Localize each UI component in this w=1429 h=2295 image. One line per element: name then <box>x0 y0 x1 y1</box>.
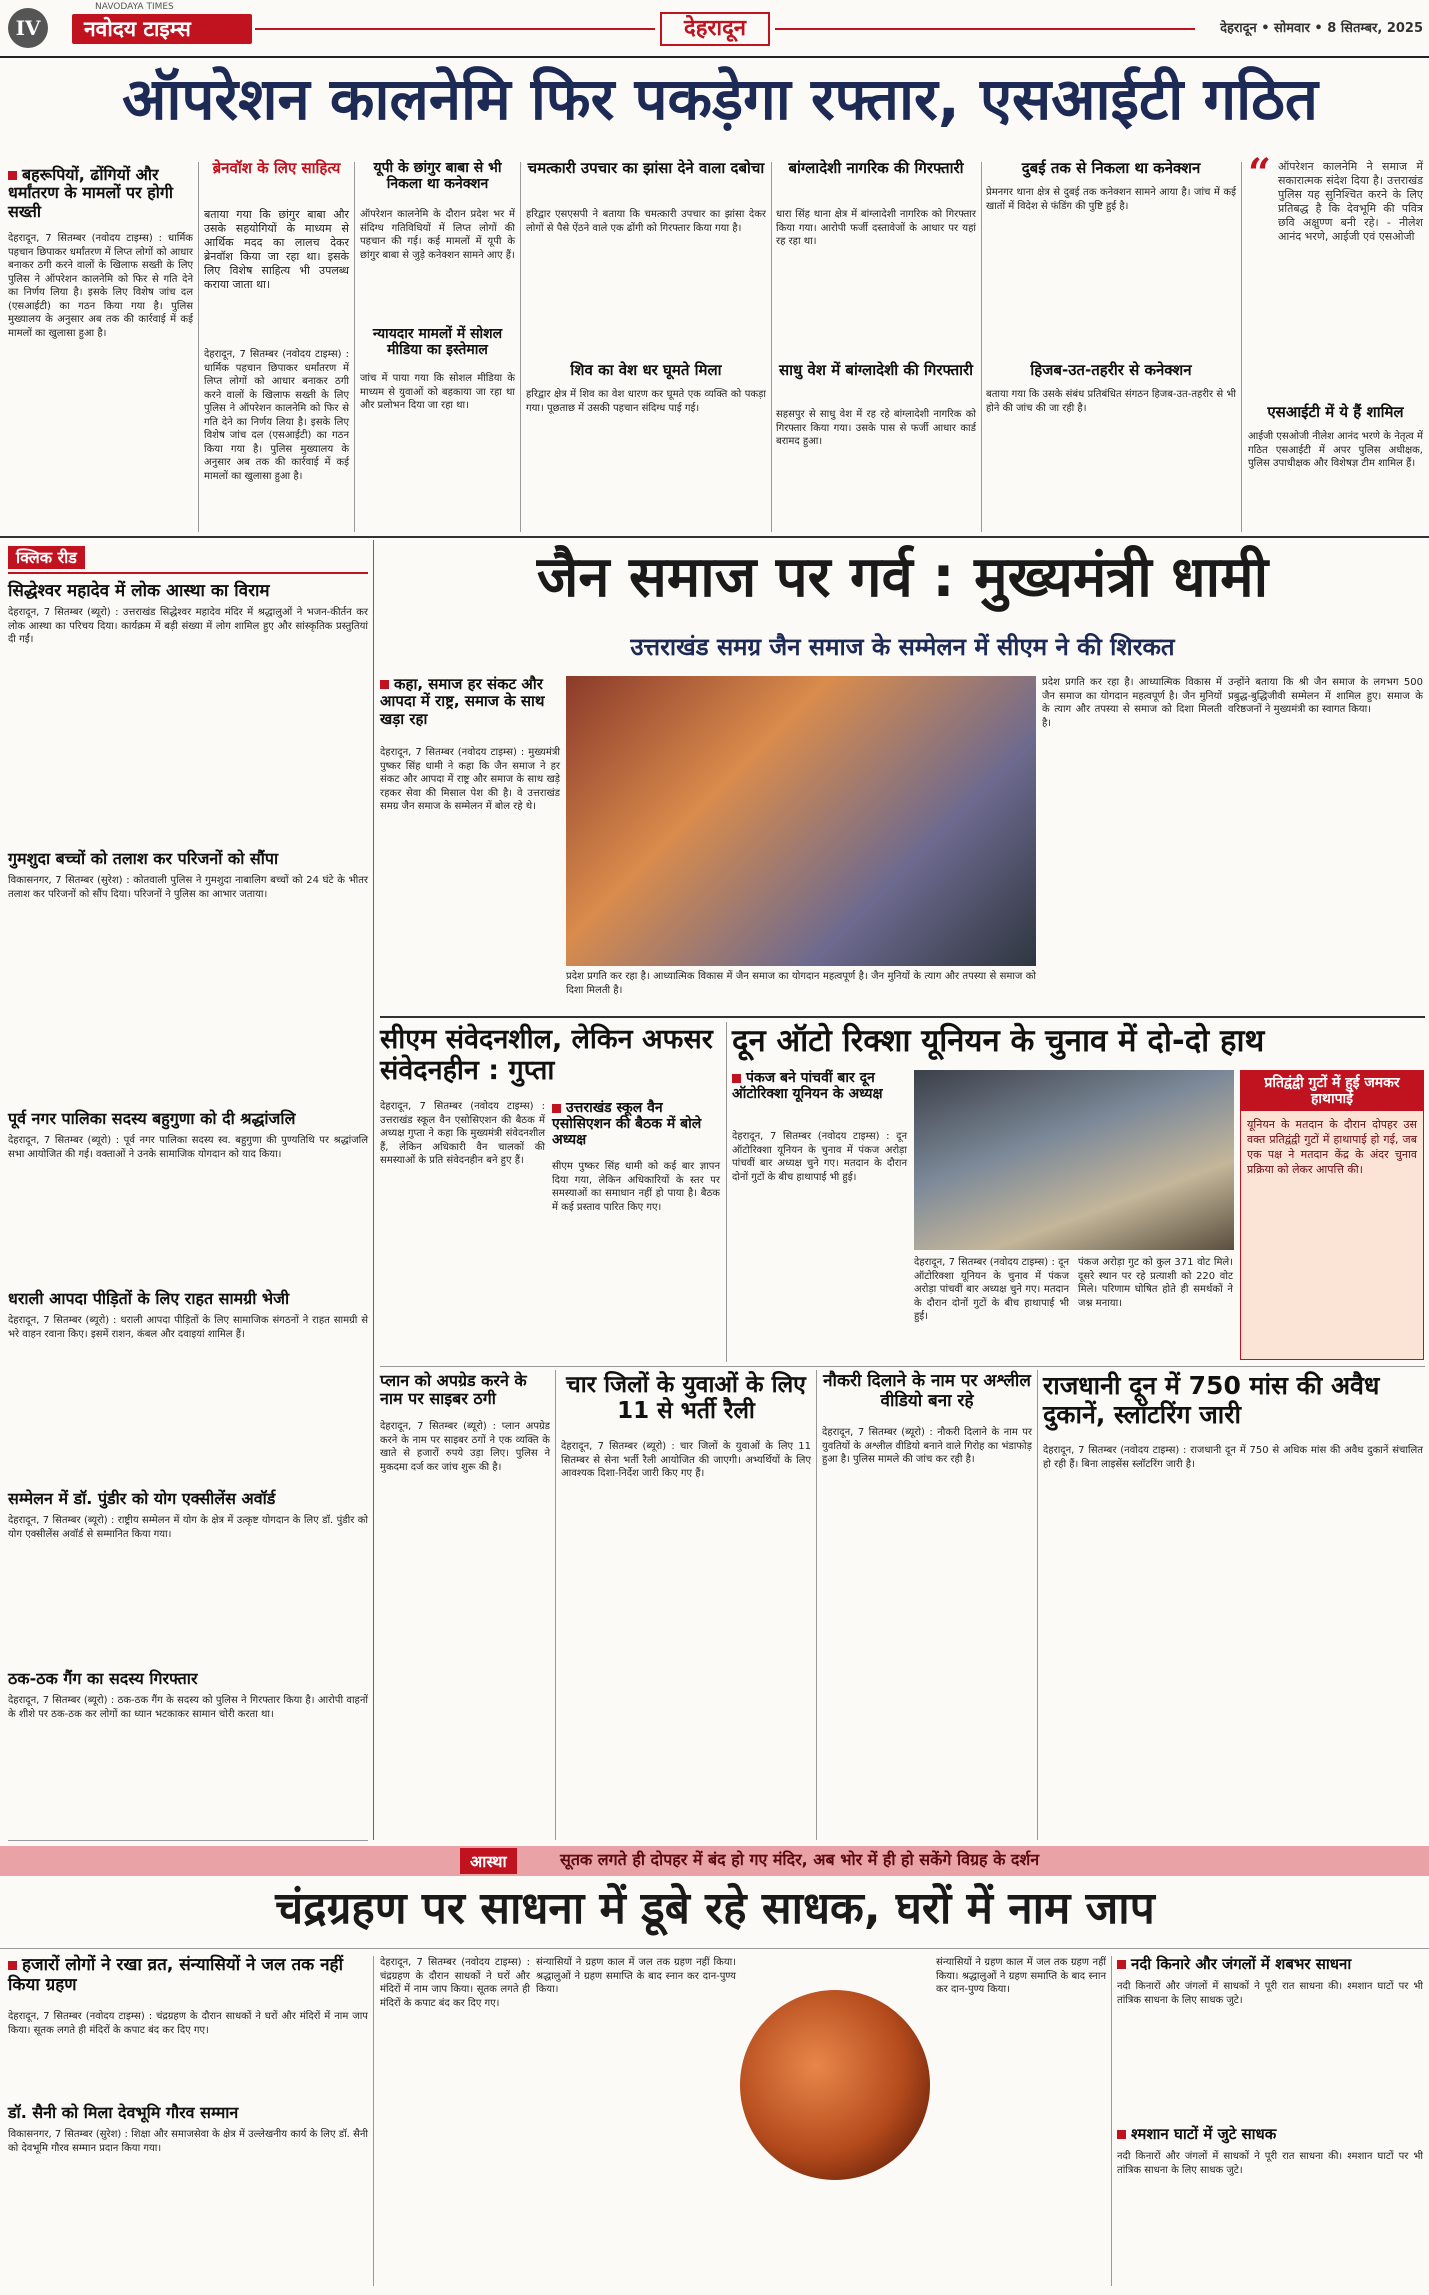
lead-sub-1: बहरूपियों, ढोंगियों और धर्मांतरण के मामलों पर होगी सख्ती <box>8 165 174 221</box>
jain-headline: जैन समाज पर गर्व : मुख्यमंत्री धामी <box>536 545 1269 610</box>
astha-text-1: देहरादून, 7 सितम्बर (नवोदय टाइम्स) : चंद्रग्रहण के दौरान साधकों ने घरों और मंदिरों में नाम जाप किया। सूतक लगते ही मंदिरों के कपाट बंद कर दिए गए। <box>8 2011 372 2036</box>
doon-text-3: पंकज अरोड़ा गुट को कुल 371 वोट मिले। दूसरे स्थान पर रहे प्रत्याशी को 220 वोट मिले। परिणाम घोषित होते ही समर्थकों ने जश्न मनाया। <box>1078 1257 1237 1309</box>
doon-box <box>1240 1070 1424 1360</box>
click-t5: देहरादून, 7 सितम्बर (ब्यूरो) : राष्ट्रीय सम्मेलन में योग के क्षेत्र में उत्कृष्ट योगदान के लिए डॉ. पुंडीर को योग एक्सीलेंस अवॉर्ड से सम्मानित किया गया। <box>8 1515 372 1540</box>
video-headline: नौकरी दिलाने के नाम पर अश्लील वीडियो बना रहे <box>823 1371 1031 1411</box>
jain-text-below-photo: प्रदेश प्रगति कर रहा है। आध्यात्मिक विकास में जैन समाज का योगदान महत्वपूर्ण है। जैन मुनियों के त्याग और तपस्या से समाज को दिशा मिलती है। <box>566 971 1040 996</box>
astha-label: आस्था <box>460 1848 517 1874</box>
lead-sub-3: यूपी के छांगुर बाबा से भी निकला था कनेक्शन <box>373 160 502 193</box>
doon-box-text: यूनियन के मतदान के दौरान दोपहर उस वक्त प्रतिद्वंद्वी गुटों में हाथापाई हो गई, जब एक पक्ष ने मतदान केंद्र के अंदर चुनाव प्रक्रिया को लेकर आपत्ति की। <box>1247 1118 1421 1177</box>
masthead-line <box>255 28 655 30</box>
lead-text-2b: देहरादून, 7 सितम्बर (नवोदय टाइम्स) : धार्मिक पहचान छिपाकर धर्मांतरण में लिप्त लोगों को आधार बनाकर ठगी करने वालों के खिलाफ सख्ती के लिए पुलिस ने ऑपरेशन कालनेमि को फिर से गति देने का निर्णय लिया है। इसके लिए विशेष जांच दल (एसआईटी) का गठन किया गया है। पुलिस मुख्यालय के अनुसार अब तक की कार्रवाई में कई मामलों का खुलासा हुआ है। <box>204 349 353 482</box>
lead-sub-5: बांग्लादेशी नागरिक की गिरफ्तारी <box>788 159 964 177</box>
lead-text-6: प्रेमनगर थाना क्षेत्र से दुबई तक कनेक्शन सामने आया है। जांच में कई खातों में विदेश से फंडिंग की पुष्टि हुई है। <box>986 187 1240 212</box>
lead-text-9: सहसपुर से साधु वेश में रह रहे बांग्लादेशी नागरिक को गिरफ्तार किया गया। उसके पास से फर्जी आधार कार्ड बरामद हुआ। <box>776 409 980 447</box>
dateline: देहरादून • सोमवार • 8 सितम्बर, 2025 <box>1220 21 1423 36</box>
astha-text-3: संन्यासियों ने ग्रहण काल में जल तक ग्रहण नहीं किया। श्रद्धालुओं ने ग्रहण समाप्ति के बाद स्नान कर दान-पुण्य किया। <box>536 1957 740 1995</box>
astha-text-6: नदी किनारों और जंगलों में साधकों ने पूरी रात साधना की। श्मशान घाटों पर भी तांत्रिक साधना के लिए साधक जुटे। <box>1117 2151 1427 2176</box>
section-label: देहरादून <box>660 12 770 46</box>
meat-text: देहरादून, 7 सितम्बर (नवोदय टाइम्स) : राजधानी दून में 750 से अधिक मांस की अवैध दुकानें संचालित हो रही हैं। बिना लाइसेंस स्लॉटरिंग जारी है। <box>1043 1445 1427 1470</box>
click-h1: सिद्धेश्वर महादेव में लोक आस्था का विराम <box>8 581 270 601</box>
lead-sub-4: चमत्कारी उपचार का झांसा देने वाला दबोचा <box>527 159 765 177</box>
jain-subhead: उत्तराखंड समग्र जैन समाज के सम्मेलन में सीएम ने की शिरकत <box>630 633 1175 661</box>
astha-sub-3: श्मशान घाटों में जुटे साधक <box>1117 2126 1423 2143</box>
eclipse-moon-image <box>740 1990 930 2180</box>
astha-text-5: नदी किनारों और जंगलों में साधकों ने पूरी रात साधना की। श्मशान घाटों पर भी तांत्रिक साधना के लिए साधक जुटे। <box>1117 1981 1427 2006</box>
lead-sub-11: एसआईटी में ये हैं शामिल <box>1267 403 1404 421</box>
astha-strip <box>0 1846 1429 1876</box>
astha-sub-1: हजारों लोगों ने रखा व्रत, संन्यासियों ने जल तक नहीं किया ग्रहण <box>8 1955 343 1995</box>
click-h5: सम्मेलन में डॉ. पुंडीर को योग एक्सीलेंस अवॉर्ड <box>8 1489 276 1508</box>
doon-headline: दून ऑटो रिक्शा यूनियन के चुनाव में दो-दो हाथ <box>732 1023 1265 1059</box>
lead-text-4: हरिद्वार एसएसपी ने बताया कि चमत्कारी उपचार का झांसा देकर लोगों से पैसे ऐंठने वाले एक ढोंगी को गिरफ्तार किया गया है। <box>526 209 770 234</box>
jain-text-1: देहरादून, 7 सितम्बर (नवोदय टाइम्स) : मुख्यमंत्री पुष्कर सिंह धामी ने कहा कि जैन समाज ने हर संकट और आपदा में राष्ट्र और समाज के साथ खड़े रहकर सेवा की मिसाल पेश की है। वे उत्तराखंड समग्र जैन समाज के सम्मेलन में बोल रहे थे। <box>380 747 564 812</box>
lead-sub-9: साधु वेश में बांग्लादेशी की गिरफ्तारी <box>778 361 974 379</box>
doon-text-2: देहरादून, 7 सितम्बर (नवोदय टाइम्स) : दून ऑटोरिक्शा यूनियन के चुनाव में पंकज अरोड़ा पांचवीं बार अध्यक्ष चुने गए। मतदान के दौरान दोनों गुटों के बीच हाथापाई भी हुई। <box>914 1257 1073 1322</box>
lead-sub-6: दुबई तक से निकला था कनेक्शन <box>1021 159 1201 177</box>
astha-strip-text: सूतक लगते ही दोपहर में बंद हो गए मंदिर, अब भोर में ही हो सकेंगे विग्रह के दर्शन <box>560 1850 1040 1869</box>
astha-headline: चंद्रग्रहण पर साधना में डूबे रहे साधक, घरों में नाम जाप <box>275 1883 1155 1934</box>
astha-sub-2: नदी किनारे और जंगलों में शबभर साधना <box>1117 1956 1423 1973</box>
click-t7: विकासनगर, 7 सितम्बर (सुरेश) : शिक्षा और समाजसेवा के क्षेत्र में उल्लेखनीय कार्य के लिए डॉ. सैनी को देवभूमि गौरव सम्मान प्रदान किया गया। <box>8 2129 372 2154</box>
lead-headline: ऑपरेशन कालनेमि फिर पकड़ेगा रफ्तार, एसआईटी गठित <box>122 65 1318 133</box>
brand-logo: नवोदय टाइम्स <box>72 14 252 44</box>
click-h3: पूर्व नगर पालिका सदस्य बहुगुणा को दी श्रद्धांजलि <box>8 1109 296 1128</box>
lead-text-3: ऑपरेशन कालनेमि के दौरान प्रदेश भर में संदिग्ध गतिविधियों में लिप्त लोगों की पहचान की गई। कई मामलों में यूपी के छांगुर बाबा से जुड़े कनेक्शन सामने आए हैं। <box>360 209 519 261</box>
gupta-text-1: देहरादून, 7 सितम्बर (नवोदय टाइम्स) : उत्तराखंड स्कूल वैन एसोसिएशन की बैठक में अध्यक्ष गुप्ता ने कहा कि मुख्यमंत्री संवेदनशील हैं, लेकिन अधिकारी वैन चालकों की समस्याओं के प्रति संवेदनहीन बने हुए हैं। <box>380 1101 549 1166</box>
click-read-header <box>8 546 368 574</box>
click-h4: धराली आपदा पीड़ितों के लिए राहत सामग्री भेजी <box>8 1289 290 1308</box>
click-h7: डॉ. सैनी को मिला देवभूमि गौरव सम्मान <box>8 2103 239 2122</box>
video-text: देहरादून, 7 सितम्बर (ब्यूरो) : नौकरी दिलाने के नाम पर युवतियों के अश्लील वीडियो बनाने वाले गिरोह का भंडाफोड़ हुआ है। पुलिस मामले की जांच कर रही है। <box>822 1427 1036 1465</box>
doon-side-headline: पंकज बने पांचवीं बार दून ऑटोरिक्शा यूनियन के अध्यक्ष <box>732 1070 883 1103</box>
masthead <box>0 0 1429 64</box>
click-read-label: क्लिक रीड <box>8 546 85 569</box>
click-h6: ठक-ठक गैंग का सदस्य गिरफ्तार <box>8 1669 198 1688</box>
masthead-line-right <box>775 28 1195 30</box>
lead-sub-10: हिजब-उत-तहरीर से कनेक्शन <box>1030 361 1192 379</box>
lead-sub-2: ब्रेनवॉश के लिए साहित्य <box>212 159 341 177</box>
click-t1: देहरादून, 7 सितम्बर (ब्यूरो) : उत्तराखंड सिद्धेश्वर महादेव मंदिर में श्रद्धालुओं ने भजन-कीर्तन कर लोक आस्था का परिचय दिया। कार्यक्रम में बड़ी संख्या में लोग शामिल हुए और सांस्कृतिक प्रस्तुतियां दी गईं। <box>8 607 372 645</box>
plan-text: देहरादून, 7 सितम्बर (ब्यूरो) : प्लान अपग्रेड करने के नाम पर साइबर ठगों ने एक व्यक्ति के खाते से हजारों रुपये उड़ा लिए। पुलिस ने मुकदमा दर्ज कर जांच शुरू की है। <box>380 1421 554 1473</box>
lead-text-1: देहरादून, 7 सितम्बर (नवोदय टाइम्स) : धार्मिक पहचान छिपाकर धर्मांतरण में लिप्त लोगों को आधार बनाकर ठगी करने वालों के खिलाफ सख्ती के लिए पुलिस ने ऑपरेशन कालनेमि को फिर से गति देने का निर्णय लिया है। इसके लिए विशेष जांच दल (एसआईटी) का गठन किया गया है। पुलिस मुख्यालय के अनुसार अब तक की कार्रवाई में कई मामलों का खुलासा हुआ है। <box>8 233 197 339</box>
jain-text-3: उन्होंने बताया कि श्री जैन समाज के लगभग 500 प्रबुद्ध-बुद्धिजीवी सम्मेलन में शामिल हुए। समाज के वरिष्ठजनों ने मुख्यमंत्री का स्वागत किया। <box>1228 677 1427 715</box>
doon-photo <box>914 1070 1234 1250</box>
doon-box-headline: प्रतिद्वंद्वी गुटों में हुई जमकर हाथापाई <box>1241 1071 1423 1111</box>
lead-text-11: आईजी एसओजी नीलेश आनंद भरणे के नेतृत्व में गठित एसआईटी में अपर पुलिस अधीक्षक, पुलिस उपाधीक्षक और विशेषज्ञ टीम शामिल हैं। <box>1248 431 1427 469</box>
gupta-text-2: सीएम पुष्कर सिंह धामी को कई बार ज्ञापन दिया गया, लेकिन अधिकारियों के स्तर पर समस्याओं का समाधान नहीं हो पाया है। बैठक में कई प्रस्ताव पारित किए गए। <box>552 1161 724 1213</box>
lead-text-2: बताया गया कि छांगुर बाबा और उसके सहयोगियों के माध्यम से आर्थिक मदद का लालच देकर ब्रेनवॉश किया जा रहा था। इसके लिए विशेष साहित्य भी उपलब्ध कराया जाता था। <box>204 208 353 291</box>
click-t6: देहरादून, 7 सितम्बर (ब्यूरो) : ठक-ठक गैंग के सदस्य को पुलिस ने गिरफ्तार किया है। आरोपी वाहनों के शीशे पर ठक-ठक कर लोगों का ध्यान भटकाकर सामान चोरी करता था। <box>8 1695 372 1720</box>
lead-sub-7: न्यायदार मामलों में सोशल मीडिया का इस्तेमाल <box>372 326 503 359</box>
lead-sub-8: शिव का वेश धर घूमते मिला <box>570 361 722 379</box>
lead-text-5: धारा सिंह थाना क्षेत्र में बांग्लादेशी नागरिक को गिरफ्तार किया गया। आरोपी फर्जी दस्तावेजों के आधार पर यहां रह रहा था। <box>776 209 980 247</box>
lead-quote: ऑपरेशन कालनेमि ने समाज में सकारात्मक संदेश दिया है। उत्तराखंड पुलिस यह सुनिश्चित करने के लिए प्रतिबद्ध है कि देवभूमि की पवित्र छवि अक्षुण्ण बनी रहे। - नीलेश आनंद भरणे, आईजी एवं एसओजी <box>1278 160 1427 243</box>
jain-side-headline: कहा, समाज हर संकट और आपदा में राष्ट्र, समाज के साथ खड़ा रहा <box>380 675 545 728</box>
click-t2: विकासनगर, 7 सितम्बर (सुरेश) : कोतवाली पुलिस ने गुमशुदा नाबालिग बच्चों को 24 घंटे के भीतर तलाश कर परिजनों को सौंप दिया। परिजनों ने पुलिस का आभार जताया। <box>8 875 372 900</box>
masthead-rule <box>0 56 1429 58</box>
astha-text-4: संन्यासियों ने ग्रहण काल में जल तक ग्रहण नहीं किया। श्रद्धालुओं ने ग्रहण समाप्ति के बाद स्नान कर दान-पुण्य किया। <box>936 1957 1110 1995</box>
lead-text-10: बताया गया कि उसके संबंध प्रतिबंधित संगठन हिजब-उत-तहरीर से भी होने की जांच की जा रही है। <box>986 389 1240 414</box>
gupta-side-headline: उत्तराखंड स्कूल वैन एसोसिएशन की बैठक में बोले अध्यक्ष <box>552 1100 702 1149</box>
jain-text-2: प्रदेश प्रगति कर रहा है। आध्यात्मिक विकास में जैन समाज का योगदान महत्वपूर्ण है। जैन मुनियों के त्याग और तपस्या से समाज को दिशा मिलती है। <box>1042 677 1226 729</box>
quote-mark-icon: “ <box>1248 150 1272 197</box>
meat-headline: राजधानी दून में 750 मांस की अवैध दुकानें, स्लॉटरिंग जारी <box>1043 1371 1380 1429</box>
brand-small: NAVODAYA TIMES <box>95 2 174 12</box>
page-number: IV <box>8 8 48 48</box>
doon-text-1: देहरादून, 7 सितम्बर (नवोदय टाइम्स) : दून ऑटोरिक्शा यूनियन के चुनाव में पंकज अरोड़ा पांचवीं बार अध्यक्ष चुने गए। मतदान के दौरान दोनों गुटों के बीच हाथापाई भी हुई। <box>732 1131 911 1183</box>
rally-headline: चार जिलों के युवाओं के लिए 11 से भर्ती रैली <box>566 1372 806 1425</box>
jain-photo <box>566 676 1036 966</box>
rally-text: देहरादून, 7 सितम्बर (ब्यूरो) : चार जिलों के युवाओं के लिए 11 सितम्बर से सेना भर्ती रैली आयोजित की जाएगी। अभ्यर्थियों के लिए आवश्यक दिशा-निर्देश जारी किए गए हैं। <box>561 1441 815 1479</box>
lead-text-7: जांच में पाया गया कि सोशल मीडिया के माध्यम से युवाओं को बहकाया जा रहा था और प्रलोभन दिया जा रहा था। <box>360 373 519 411</box>
astha-text-2: देहरादून, 7 सितम्बर (नवोदय टाइम्स) : चंद्रग्रहण के दौरान साधकों ने घरों और मंदिरों में नाम जाप किया। सूतक लगते ही मंदिरों के कपाट बंद कर दिए गए। <box>380 1957 534 2009</box>
gupta-headline: सीएम संवेदनशील, लेकिन अफसर संवेदनहीन : गुप्ता <box>380 1024 713 1087</box>
lead-text-8: हरिद्वार क्षेत्र में शिव का वेश धारण कर घूमते एक व्यक्ति को पकड़ा गया। पूछताछ में उसकी पहचान संदिग्ध पाई गई। <box>526 389 770 414</box>
click-t4: देहरादून, 7 सितम्बर (ब्यूरो) : धराली आपदा पीड़ितों के लिए सामाजिक संगठनों ने राहत सामग्री से भरे वाहन रवाना किए। इसमें राशन, कंबल और दवाइयां शामिल हैं। <box>8 1315 372 1340</box>
click-h2: गुमशुदा बच्चों को तलाश कर परिजनों को सौंपा <box>8 849 279 868</box>
click-t3: देहरादून, 7 सितम्बर (ब्यूरो) : पूर्व नगर पालिका सदस्य स्व. बहुगुणा की पुण्यतिथि पर श्रद्धांजलि सभा आयोजित की गई। वक्ताओं ने उनके सामाजिक योगदान को याद किया। <box>8 1135 372 1160</box>
plan-headline: प्लान को अपग्रेड करने के नाम पर साइबर ठगी <box>380 1371 527 1409</box>
